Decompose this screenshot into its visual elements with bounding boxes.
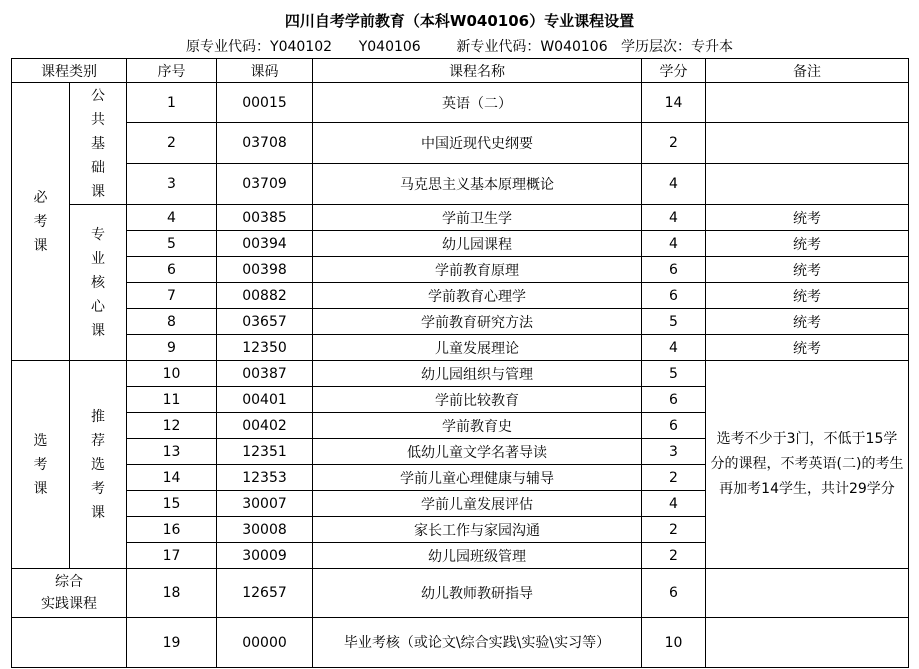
cell-note: 统考 <box>706 205 909 231</box>
cell-note: 统考 <box>706 257 909 283</box>
cell-credit: 4 <box>642 491 706 517</box>
header-code: 课码 <box>217 59 313 83</box>
cell-credit: 4 <box>642 205 706 231</box>
table-row <box>12 283 909 309</box>
cell-code: 03708 <box>217 123 313 164</box>
cell-note <box>706 164 909 205</box>
cell-credit: 2 <box>642 517 706 543</box>
cell-name: 学前教育心理学 <box>313 283 642 309</box>
cell-name: 中国近现代史纲要 <box>313 123 642 164</box>
cell-seq: 9 <box>127 335 217 361</box>
cell-credit: 10 <box>642 618 706 668</box>
cell-note <box>706 618 909 668</box>
group-recommended: 推 荐 选 考 课 <box>70 361 127 569</box>
cell-seq: 11 <box>127 387 217 413</box>
cell-code: 00000 <box>217 618 313 668</box>
cell-note <box>706 569 909 618</box>
table-row <box>12 231 909 257</box>
cell-seq: 1 <box>127 83 217 123</box>
cell-note: 统考 <box>706 309 909 335</box>
cell-note: 统考 <box>706 283 909 309</box>
cell-code: 12657 <box>217 569 313 618</box>
cell-note <box>706 83 909 123</box>
cell-seq: 17 <box>127 543 217 569</box>
cell-code: 00387 <box>217 361 313 387</box>
cell-seq: 16 <box>127 517 217 543</box>
cell-credit: 2 <box>642 465 706 491</box>
header-row <box>12 59 909 83</box>
cell-seq: 8 <box>127 309 217 335</box>
cell-credit: 5 <box>642 361 706 387</box>
group-elective: 选 考 课 <box>12 361 70 569</box>
cell-name: 学前教育史 <box>313 413 642 439</box>
cell-seq: 7 <box>127 283 217 309</box>
cell-name: 学前比较教育 <box>313 387 642 413</box>
cell-seq: 12 <box>127 413 217 439</box>
cell-name: 学前儿童发展评估 <box>313 491 642 517</box>
cell-name: 儿童发展理论 <box>313 335 642 361</box>
cell-seq: 3 <box>127 164 217 205</box>
cell-seq: 4 <box>127 205 217 231</box>
cell-code: 00882 <box>217 283 313 309</box>
cell-seq: 18 <box>127 569 217 618</box>
subtitle <box>0 36 919 56</box>
table-row <box>12 335 909 361</box>
cell-credit: 4 <box>642 335 706 361</box>
cell-code: 00385 <box>217 205 313 231</box>
cell-credit: 6 <box>642 257 706 283</box>
page-title: 四川自考学前教育（本科W040106）专业课程设置 <box>284 12 635 30</box>
table-row <box>12 618 909 668</box>
cell-note: 统考 <box>706 335 909 361</box>
cell-seq: 6 <box>127 257 217 283</box>
cell-name: 马克思主义基本原理概论 <box>313 164 642 205</box>
table-row <box>12 361 909 387</box>
cell-code: 03709 <box>217 164 313 205</box>
cell-credit: 6 <box>642 283 706 309</box>
elective-note: 选考不少于3门，不低于15学分的课程，不考英语(二)的考生再加考14学生，共计29学分 <box>706 361 909 569</box>
cell-seq: 10 <box>127 361 217 387</box>
cell-code: 30009 <box>217 543 313 569</box>
cell-note <box>706 123 909 164</box>
cell-name: 幼儿园班级管理 <box>313 543 642 569</box>
cell-code: 30007 <box>217 491 313 517</box>
header-credit: 学分 <box>642 59 706 83</box>
cell-seq: 5 <box>127 231 217 257</box>
cell-code: 12350 <box>217 335 313 361</box>
cell-credit: 4 <box>642 231 706 257</box>
cell-credit: 2 <box>642 543 706 569</box>
course-table <box>11 58 909 668</box>
cell-name: 低幼儿童文学名著导读 <box>313 439 642 465</box>
cell-credit: 14 <box>642 83 706 123</box>
cell-name: 学前教育原理 <box>313 257 642 283</box>
cell-seq: 13 <box>127 439 217 465</box>
cell-credit: 6 <box>642 569 706 618</box>
cell-credit: 5 <box>642 309 706 335</box>
table-row <box>12 257 909 283</box>
old-code-alt: Y040106 <box>358 39 421 55</box>
cell-credit: 2 <box>642 123 706 164</box>
cell-seq: 14 <box>127 465 217 491</box>
cell-code: 12353 <box>217 465 313 491</box>
cell-name: 家长工作与家园沟通 <box>313 517 642 543</box>
cell-code: 00015 <box>217 83 313 123</box>
cell-code: 12351 <box>217 439 313 465</box>
header-name: 课程名称 <box>313 59 642 83</box>
cell-code: 00398 <box>217 257 313 283</box>
header-category: 课程类别 <box>12 59 127 83</box>
group-public-basic: 公 共 基 础 课 <box>70 83 127 205</box>
old-code: 原专业代码：Y040102 <box>186 39 333 55</box>
cell-code: 30008 <box>217 517 313 543</box>
cell-seq: 19 <box>127 618 217 668</box>
table-row <box>12 83 909 123</box>
cell-seq: 15 <box>127 491 217 517</box>
cell-name: 幼儿园组织与管理 <box>313 361 642 387</box>
cell-code: 00402 <box>217 413 313 439</box>
cell-name: 学前卫生学 <box>313 205 642 231</box>
cell-name: 英语（二） <box>313 83 642 123</box>
cell-seq: 2 <box>127 123 217 164</box>
cell-credit: 4 <box>642 164 706 205</box>
cell-name: 学前教育研究方法 <box>313 309 642 335</box>
table-row <box>12 123 909 164</box>
cell-credit: 3 <box>642 439 706 465</box>
group-required: 必 考 课 <box>12 83 70 361</box>
cell-code: 00394 <box>217 231 313 257</box>
table-row <box>12 205 909 231</box>
table-row <box>12 309 909 335</box>
cell-name: 幼儿园课程 <box>313 231 642 257</box>
group-practice: 综合 实践课程 <box>12 569 127 618</box>
table-row <box>12 569 909 618</box>
header-note: 备注 <box>706 59 909 83</box>
group-major-core: 专 业 核 心 课 <box>70 205 127 361</box>
cell-name: 学前儿童心理健康与辅导 <box>313 465 642 491</box>
education-level: 学历层次：专升本 <box>620 39 733 55</box>
cell-note: 统考 <box>706 231 909 257</box>
cell-code: 03657 <box>217 309 313 335</box>
cell-name: 幼儿教师教研指导 <box>313 569 642 618</box>
cell-name: 毕业考核（或论文\综合实践\实验\实习等） <box>313 618 642 668</box>
group-empty <box>12 618 127 668</box>
cell-credit: 6 <box>642 387 706 413</box>
cell-code: 00401 <box>217 387 313 413</box>
cell-credit: 6 <box>642 413 706 439</box>
header-seq: 序号 <box>127 59 217 83</box>
new-code: 新专业代码：W040106 <box>456 39 608 55</box>
table-row <box>12 164 909 205</box>
